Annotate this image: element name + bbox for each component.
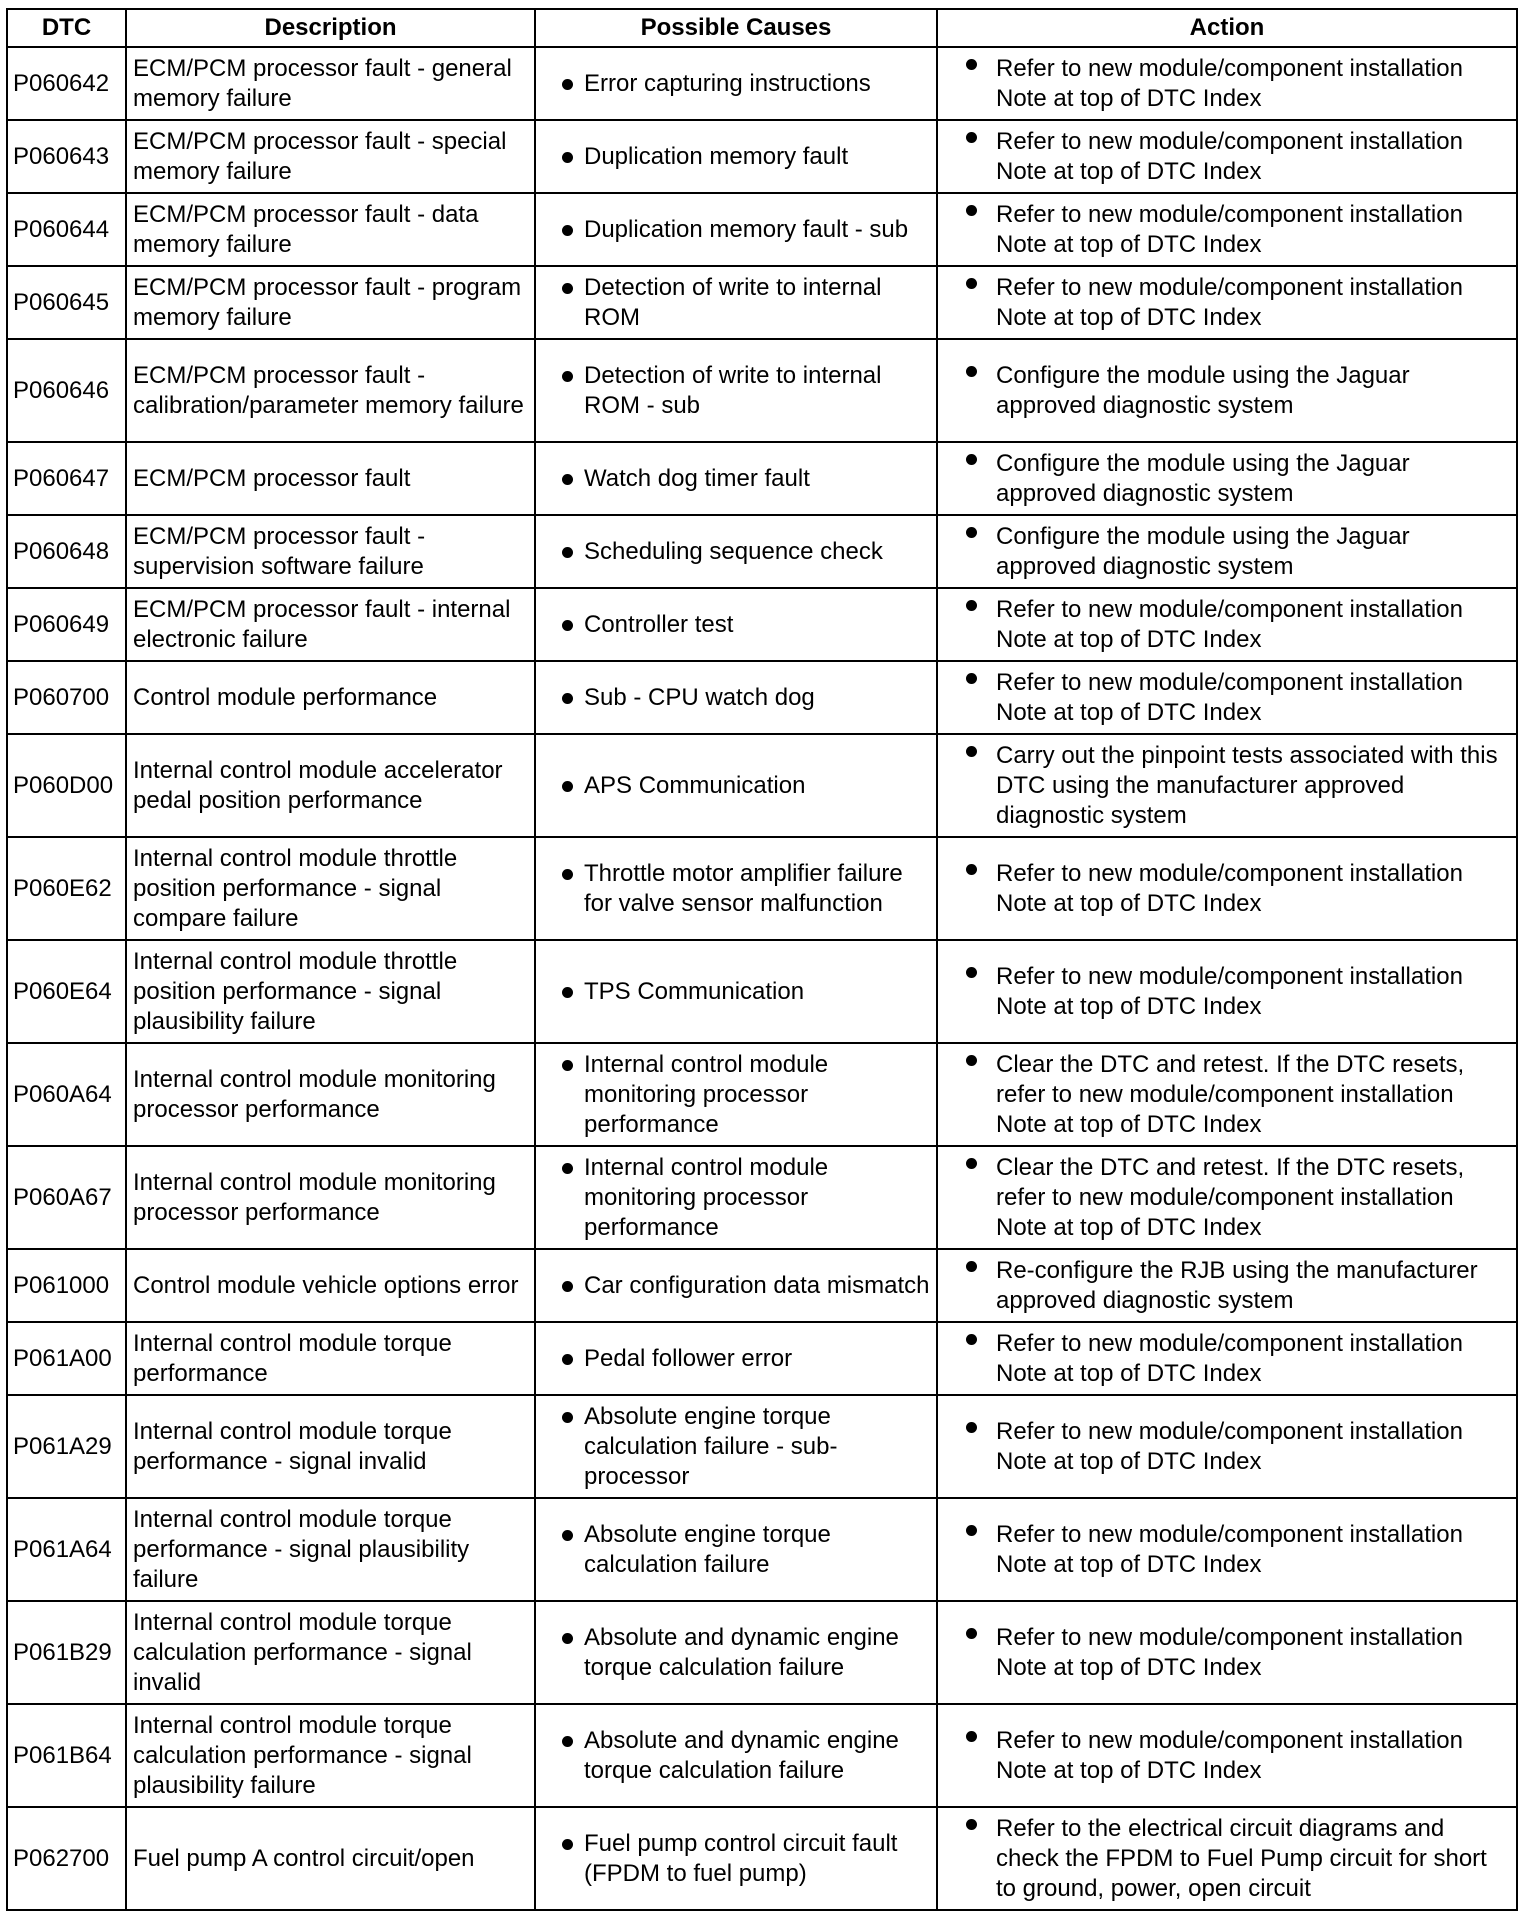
cause-bullet-item: Throttle motor amplifier failure for valve sensor malfunction — [542, 859, 930, 919]
dtc-code-cell: P060E62 — [7, 837, 126, 940]
table-row — [7, 1601, 1517, 1704]
possible-causes-cell — [535, 1807, 937, 1910]
action-cell — [937, 515, 1517, 588]
dtc-code-cell: P061B29 — [7, 1601, 126, 1704]
action-bullet-item: Refer to new module/component installation Note at top of DTC Index — [944, 962, 1510, 1022]
cause-bullet-item: Fuel pump control circuit fault (FPDM to fuel pump) — [542, 1829, 930, 1889]
possible-causes-cell — [535, 47, 937, 120]
description-cell: ECM/PCM processor fault - data memory failure — [126, 193, 535, 266]
description-cell: Internal control module torque calculation performance - signal plausibility failure — [126, 1704, 535, 1807]
possible-causes-cell — [535, 515, 937, 588]
table-row — [7, 47, 1517, 120]
possible-causes-cell — [535, 1249, 937, 1322]
dtc-code-cell: P060700 — [7, 661, 126, 734]
possible-causes-cell — [535, 339, 937, 442]
action-cell — [937, 1601, 1517, 1704]
table-row — [7, 193, 1517, 266]
cause-bullet-item: APS Communication — [542, 771, 930, 801]
description-cell: Internal control module monitoring processor performance — [126, 1043, 535, 1146]
action-list — [944, 668, 1510, 728]
cause-bullet-item: Error capturing instructions — [542, 69, 930, 99]
cause-list — [542, 1050, 930, 1140]
action-list — [944, 1814, 1510, 1904]
possible-causes-cell — [535, 1146, 937, 1249]
possible-causes-cell — [535, 940, 937, 1043]
dtc-code-cell: P061000 — [7, 1249, 126, 1322]
table-row — [7, 339, 1517, 442]
description-cell: ECM/PCM processor fault — [126, 442, 535, 515]
cause-list — [542, 361, 930, 421]
action-bullet-item: Re-configure the RJB using the manufacturer approved diagnostic system — [944, 1256, 1510, 1316]
description-cell: ECM/PCM processor fault - special memory failure — [126, 120, 535, 193]
description-cell: ECM/PCM processor fault - program memory failure — [126, 266, 535, 339]
description-cell: Internal control module accelerator pedal position performance — [126, 734, 535, 837]
description-cell: Internal control module torque performance - signal invalid — [126, 1395, 535, 1498]
cause-bullet-item: Car configuration data mismatch — [542, 1271, 930, 1301]
possible-causes-cell — [535, 1322, 937, 1395]
table-header-row — [7, 9, 1517, 47]
header-description: Description — [126, 9, 535, 47]
possible-causes-cell — [535, 1601, 937, 1704]
table-row — [7, 515, 1517, 588]
cause-bullet-item: Watch dog timer fault — [542, 464, 930, 494]
dtc-code-cell: P061A00 — [7, 1322, 126, 1395]
header-action: Action — [937, 9, 1517, 47]
table-row — [7, 1395, 1517, 1498]
action-cell — [937, 837, 1517, 940]
action-list — [944, 595, 1510, 655]
table-row — [7, 120, 1517, 193]
action-list — [944, 962, 1510, 1022]
cause-list — [542, 610, 930, 640]
action-bullet-item: Carry out the pinpoint tests associated with this DTC using the manufacturer approved diagnostic system — [944, 741, 1510, 831]
table-row — [7, 734, 1517, 837]
cause-bullet-item: Detection of write to internal ROM - sub — [542, 361, 930, 421]
table-row — [7, 588, 1517, 661]
action-cell — [937, 1322, 1517, 1395]
cause-list — [542, 142, 930, 172]
cause-bullet-item: Absolute and dynamic engine torque calculation failure — [542, 1726, 930, 1786]
dtc-code-cell: P060643 — [7, 120, 126, 193]
action-cell — [937, 47, 1517, 120]
action-list — [944, 127, 1510, 187]
dtc-code-cell: P060647 — [7, 442, 126, 515]
action-bullet-item: Refer to new module/component installation Note at top of DTC Index — [944, 668, 1510, 728]
dtc-code-cell: P061A64 — [7, 1498, 126, 1601]
description-cell: Internal control module torque calculation performance - signal invalid — [126, 1601, 535, 1704]
action-bullet-item: Refer to new module/component installation Note at top of DTC Index — [944, 1623, 1510, 1683]
table-row — [7, 1498, 1517, 1601]
action-cell — [937, 1249, 1517, 1322]
action-bullet-item: Refer to new module/component installation Note at top of DTC Index — [944, 200, 1510, 260]
action-list — [944, 1256, 1510, 1316]
table-row — [7, 442, 1517, 515]
action-cell — [937, 940, 1517, 1043]
action-bullet-item: Refer to new module/component installation Note at top of DTC Index — [944, 595, 1510, 655]
table-body — [7, 47, 1517, 1910]
cause-bullet-item: Duplication memory fault - sub — [542, 215, 930, 245]
cause-list — [542, 771, 930, 801]
cause-bullet-item: Duplication memory fault — [542, 142, 930, 172]
possible-causes-cell — [535, 1704, 937, 1807]
cause-bullet-item: Pedal follower error — [542, 1344, 930, 1374]
description-cell: ECM/PCM processor fault - internal electronic failure — [126, 588, 535, 661]
possible-causes-cell — [535, 588, 937, 661]
description-cell: ECM/PCM processor fault - calibration/parameter memory failure — [126, 339, 535, 442]
cause-list — [542, 215, 930, 245]
action-list — [944, 273, 1510, 333]
action-cell — [937, 661, 1517, 734]
action-cell — [937, 266, 1517, 339]
cause-list — [542, 1402, 930, 1492]
possible-causes-cell — [535, 1498, 937, 1601]
description-cell: Internal control module torque performance — [126, 1322, 535, 1395]
cause-list — [542, 1153, 930, 1243]
action-bullet-item: Refer to new module/component installation Note at top of DTC Index — [944, 127, 1510, 187]
action-list — [944, 54, 1510, 114]
action-bullet-item: Refer to new module/component installation Note at top of DTC Index — [944, 859, 1510, 919]
action-bullet-item: Configure the module using the Jaguar approved diagnostic system — [944, 522, 1510, 582]
action-list — [944, 361, 1510, 421]
action-bullet-item: Configure the module using the Jaguar approved diagnostic system — [944, 449, 1510, 509]
description-cell: ECM/PCM processor fault - general memory failure — [126, 47, 535, 120]
description-cell: Internal control module torque performance - signal plausibility failure — [126, 1498, 535, 1601]
action-list — [944, 1726, 1510, 1786]
action-bullet-item: Refer to new module/component installation Note at top of DTC Index — [944, 1417, 1510, 1477]
action-bullet-item: Refer to new module/component installation Note at top of DTC Index — [944, 1329, 1510, 1389]
cause-list — [542, 69, 930, 99]
table-row — [7, 1807, 1517, 1910]
cause-bullet-item: TPS Communication — [542, 977, 930, 1007]
action-bullet-item: Refer to new module/component installation Note at top of DTC Index — [944, 54, 1510, 114]
cause-list — [542, 1623, 930, 1683]
cause-bullet-item: Absolute and dynamic engine torque calculation failure — [542, 1623, 930, 1683]
cause-list — [542, 1520, 930, 1580]
cause-list — [542, 537, 930, 567]
table-row — [7, 661, 1517, 734]
cause-bullet-item: Sub - CPU watch dog — [542, 683, 930, 713]
action-list — [944, 200, 1510, 260]
dtc-code-cell: P060646 — [7, 339, 126, 442]
possible-causes-cell — [535, 193, 937, 266]
dtc-code-cell: P060645 — [7, 266, 126, 339]
dtc-code-cell: P060649 — [7, 588, 126, 661]
cause-list — [542, 1829, 930, 1889]
cause-list — [542, 1271, 930, 1301]
action-list — [944, 1153, 1510, 1243]
dtc-code-cell: P060D00 — [7, 734, 126, 837]
dtc-code-cell: P060648 — [7, 515, 126, 588]
action-cell — [937, 1807, 1517, 1910]
action-list — [944, 1623, 1510, 1683]
cause-bullet-item: Internal control module monitoring processor performance — [542, 1153, 930, 1243]
action-cell — [937, 1395, 1517, 1498]
cause-list — [542, 273, 930, 333]
dtc-code-cell: P060A67 — [7, 1146, 126, 1249]
dtc-code-cell: P060644 — [7, 193, 126, 266]
cause-list — [542, 1726, 930, 1786]
dtc-table — [6, 8, 1518, 1911]
cause-bullet-item: Absolute engine torque calculation failure — [542, 1520, 930, 1580]
action-cell — [937, 1043, 1517, 1146]
dtc-code-cell: P060A64 — [7, 1043, 126, 1146]
table-row — [7, 1322, 1517, 1395]
action-list — [944, 1417, 1510, 1477]
cause-list — [542, 859, 930, 919]
description-cell: Internal control module throttle position performance - signal compare failure — [126, 837, 535, 940]
action-bullet-item: Clear the DTC and retest. If the DTC resets, refer to new module/component installation Note at top of DTC Index — [944, 1153, 1510, 1243]
cause-bullet-item: Absolute engine torque calculation failure - sub-processor — [542, 1402, 930, 1492]
action-cell — [937, 339, 1517, 442]
action-cell — [937, 734, 1517, 837]
action-bullet-item: Refer to new module/component installation Note at top of DTC Index — [944, 273, 1510, 333]
possible-causes-cell — [535, 442, 937, 515]
possible-causes-cell — [535, 661, 937, 734]
table-row — [7, 1146, 1517, 1249]
action-list — [944, 859, 1510, 919]
action-cell — [937, 1146, 1517, 1249]
description-cell: ECM/PCM processor fault - supervision software failure — [126, 515, 535, 588]
description-cell: Control module vehicle options error — [126, 1249, 535, 1322]
possible-causes-cell — [535, 1043, 937, 1146]
cause-list — [542, 977, 930, 1007]
dtc-code-cell: P061B64 — [7, 1704, 126, 1807]
action-cell — [937, 588, 1517, 661]
dtc-code-cell: P060642 — [7, 47, 126, 120]
action-list — [944, 741, 1510, 831]
action-bullet-item: Refer to the electrical circuit diagrams and check the FPDM to Fuel Pump circuit for short to ground, power, open circuit — [944, 1814, 1510, 1904]
dtc-code-cell: P060E64 — [7, 940, 126, 1043]
action-bullet-item: Refer to new module/component installation Note at top of DTC Index — [944, 1520, 1510, 1580]
header-possible-causes: Possible Causes — [535, 9, 937, 47]
cause-list — [542, 683, 930, 713]
cause-bullet-item: Controller test — [542, 610, 930, 640]
description-cell: Control module performance — [126, 661, 535, 734]
action-list — [944, 522, 1510, 582]
cause-bullet-item: Internal control module monitoring processor performance — [542, 1050, 930, 1140]
possible-causes-cell — [535, 1395, 937, 1498]
dtc-code-cell: P062700 — [7, 1807, 126, 1910]
description-cell: Internal control module throttle position performance - signal plausibility failure — [126, 940, 535, 1043]
table-row — [7, 1704, 1517, 1807]
action-list — [944, 1050, 1510, 1140]
cause-list — [542, 464, 930, 494]
header-dtc: DTC — [7, 9, 126, 47]
action-cell — [937, 1498, 1517, 1601]
possible-causes-cell — [535, 266, 937, 339]
action-list — [944, 1329, 1510, 1389]
table-row — [7, 1249, 1517, 1322]
possible-causes-cell — [535, 734, 937, 837]
description-cell: Fuel pump A control circuit/open — [126, 1807, 535, 1910]
table-row — [7, 266, 1517, 339]
cause-list — [542, 1344, 930, 1374]
action-cell — [937, 1704, 1517, 1807]
action-bullet-item: Clear the DTC and retest. If the DTC resets, refer to new module/component installation Note at top of DTC Index — [944, 1050, 1510, 1140]
action-cell — [937, 120, 1517, 193]
table-row — [7, 940, 1517, 1043]
action-list — [944, 1520, 1510, 1580]
possible-causes-cell — [535, 837, 937, 940]
cause-bullet-item: Scheduling sequence check — [542, 537, 930, 567]
table-row — [7, 837, 1517, 940]
description-cell: Internal control module monitoring processor performance — [126, 1146, 535, 1249]
action-bullet-item: Refer to new module/component installation Note at top of DTC Index — [944, 1726, 1510, 1786]
table-row — [7, 1043, 1517, 1146]
action-bullet-item: Configure the module using the Jaguar approved diagnostic system — [944, 361, 1510, 421]
possible-causes-cell — [535, 120, 937, 193]
action-list — [944, 449, 1510, 509]
dtc-code-cell: P061A29 — [7, 1395, 126, 1498]
action-cell — [937, 442, 1517, 515]
action-cell — [937, 193, 1517, 266]
cause-bullet-item: Detection of write to internal ROM — [542, 273, 930, 333]
